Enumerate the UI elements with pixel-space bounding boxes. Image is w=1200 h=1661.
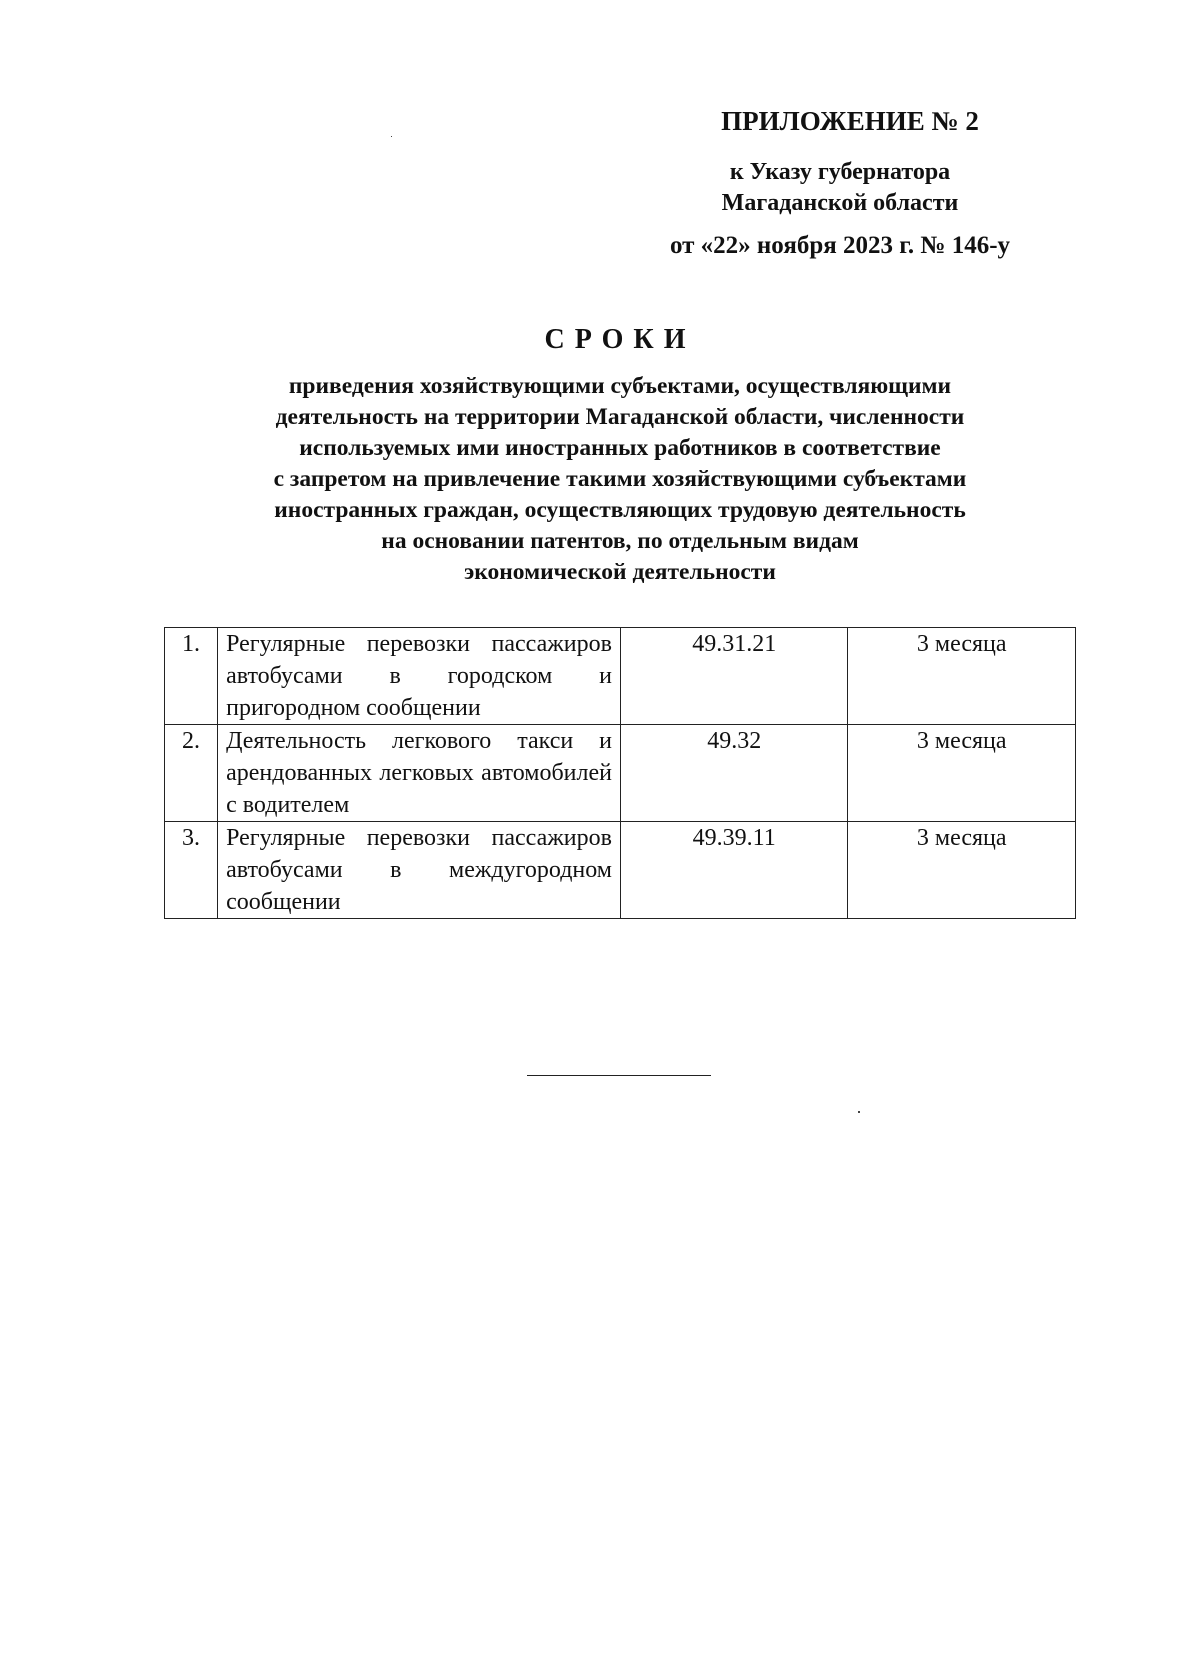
scan-speck [858, 1111, 860, 1113]
deadlines-table [164, 627, 1076, 919]
annex-ref-line-2: Магаданской области [721, 190, 959, 216]
activity-cell: Регулярные перевозки пассажиров автобусами в междугородном сообщении [218, 822, 621, 919]
annex-date: от «22» ноября 2023 г. № 146-у [669, 232, 1011, 259]
annex-ref-line-1: к Указу губернатора [729, 159, 951, 185]
table-row [165, 725, 1076, 822]
okved-code-cell: 49.39.11 [620, 822, 847, 919]
term-cell: 3 месяца [848, 822, 1076, 919]
subtitle-line: на основании патентов, по отдельным видам [381, 528, 859, 554]
document-title: СРОКИ [544, 324, 696, 355]
subtitle-line: экономической деятельности [464, 559, 776, 585]
end-rule [527, 1075, 711, 1076]
subtitle-line: с запретом на привлечение такими хозяйствующими субъектами [273, 466, 967, 492]
term-cell: 3 месяца [848, 725, 1076, 822]
row-number: 3. [165, 822, 218, 919]
subtitle-line: используемых ими иностранных работников в соответствие [299, 435, 941, 461]
annex-title: ПРИЛОЖЕНИЕ № 2 [721, 106, 979, 136]
subtitle-line: деятельность на территории Магаданской области, численности [275, 404, 965, 430]
subtitle-line: приведения хозяйствующими субъектами, осуществляющими [288, 373, 952, 399]
annex-reference [680, 157, 1000, 219]
table-row [165, 822, 1076, 919]
term-cell: 3 месяца [848, 628, 1076, 725]
scan-speck [391, 136, 392, 137]
activity-cell: Регулярные перевозки пассажиров автобусами в городском и пригородном сообщении [218, 628, 621, 725]
document-subtitle [180, 371, 1060, 588]
activity-cell: Деятельность легкового такси и арендованных легковых автомобилей с водителем [218, 725, 621, 822]
okved-code-cell: 49.31.21 [620, 628, 847, 725]
okved-code-cell: 49.32 [620, 725, 847, 822]
subtitle-line: иностранных граждан, осуществляющих трудовую деятельность [274, 497, 966, 523]
table-row [165, 628, 1076, 725]
row-number: 1. [165, 628, 218, 725]
row-number: 2. [165, 725, 218, 822]
